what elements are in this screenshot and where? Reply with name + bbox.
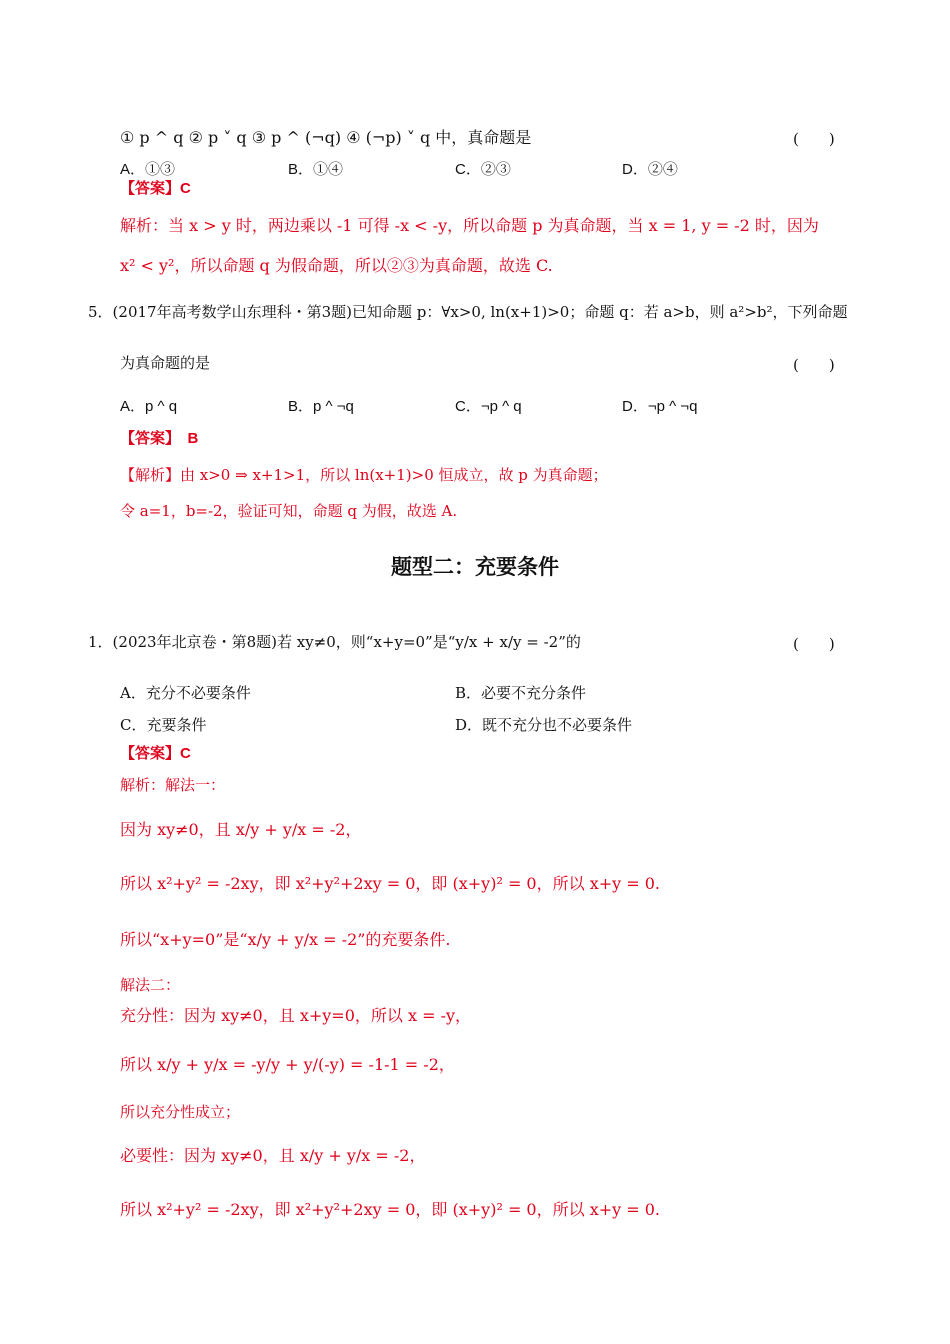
prev-option-a: A．①③ (120, 161, 176, 178)
q5-stem-line-1: 5．(2017年高考数学山东理科・第3题)已知命题 p：∀x>0, ln(x+1)>0；命题 q：若 a>b，则 a²>b²，下列命题 (88, 303, 848, 321)
q5-option-b: B．p ^ ¬q (288, 398, 354, 415)
q5-option-a: A．p ^ q (120, 398, 178, 415)
prev-analysis-line-1: 解析：当 x > y 时，两边乘以 -1 可得 -x < -y，所以命题 p 为真命题，当 x = 1, y = -2 时，因为 (120, 216, 819, 235)
q1-option-d: D．既不充分也不必要条件 (455, 716, 633, 734)
prev-option-c: C．②③ (455, 161, 511, 178)
q5-answer-label: 【答案】 B (120, 430, 199, 447)
q5-paren: ( ) (793, 356, 835, 374)
method-1-line-1: 因为 xy≠0，且 x/y + y/x = -2， (120, 820, 362, 839)
q1-answer-label: 【答案】C (120, 745, 191, 762)
method-1-line-2: 所以 x²+y² = -2xy，即 x²+y²+2xy = 0，即 (x+y)² = 0，所以 x+y = 0. (120, 874, 661, 893)
method-2-line-3: 所以充分性成立； (120, 1103, 241, 1121)
method-2-line-1: 充分性：因为 xy≠0，且 x+y=0，所以 x = -y， (120, 1006, 472, 1025)
q1-option-a: A．充分不必要条件 (120, 684, 251, 702)
method-2-line-4: 必要性：因为 xy≠0，且 x/y + y/x = -2， (120, 1146, 426, 1165)
method-2-line-2: 所以 x/y + y/x = -y/y + y/(-y) = -1-1 = -2， (120, 1055, 455, 1074)
q5-option-d: D．¬p ^ ¬q (622, 398, 698, 415)
q5-analysis-line-2: 令 a=1，b=-2，验证可知，命题 q 为假，故选 A. (120, 502, 458, 520)
prev-option-b: B．①④ (288, 161, 344, 178)
q5-analysis-line-1: 【解析】由 x>0 ⇒ x+1>1，所以 ln(x+1)>0 恒成立，故 p 为真命题； (120, 466, 608, 484)
method-2-line-5: 所以 x²+y² = -2xy，即 x²+y²+2xy = 0，即 (x+y)² = 0，所以 x+y = 0. (120, 1200, 661, 1219)
q1-option-b: B．必要不充分条件 (455, 684, 587, 702)
method-2-label: 解法二： (120, 976, 181, 994)
q5-stem-line-2: 为真命题的是 (120, 354, 211, 372)
prev-answer-label: 【答案】C (120, 180, 191, 197)
q1-paren: ( ) (793, 635, 835, 653)
q1-option-c: C．充要条件 (120, 716, 207, 734)
method-1-label: 解析：解法一： (120, 776, 226, 794)
prev-question-items: ① p ^ q ② p ˅ q ③ p ^ (¬q) ④ (¬p) ˅ q 中，真命题是 (120, 128, 532, 147)
prev-option-d: D．②④ (622, 161, 678, 178)
prev-analysis-line-2: x² < y²，所以命题 q 为假命题，所以②③为真命题，故选 C. (120, 256, 553, 275)
prev-question-paren: ( ) (793, 130, 835, 148)
section-title: 题型二：充要条件 (391, 555, 559, 579)
method-1-line-3: 所以“x+y=0”是“x/y + y/x = -2”的充要条件. (120, 930, 451, 949)
q5-option-c: C．¬p ^ q (455, 398, 522, 415)
q1-stem: 1．(2023年北京卷・第8题)若 xy≠0，则“x+y=0”是“y/x + x/y = -2”的 (88, 633, 581, 651)
